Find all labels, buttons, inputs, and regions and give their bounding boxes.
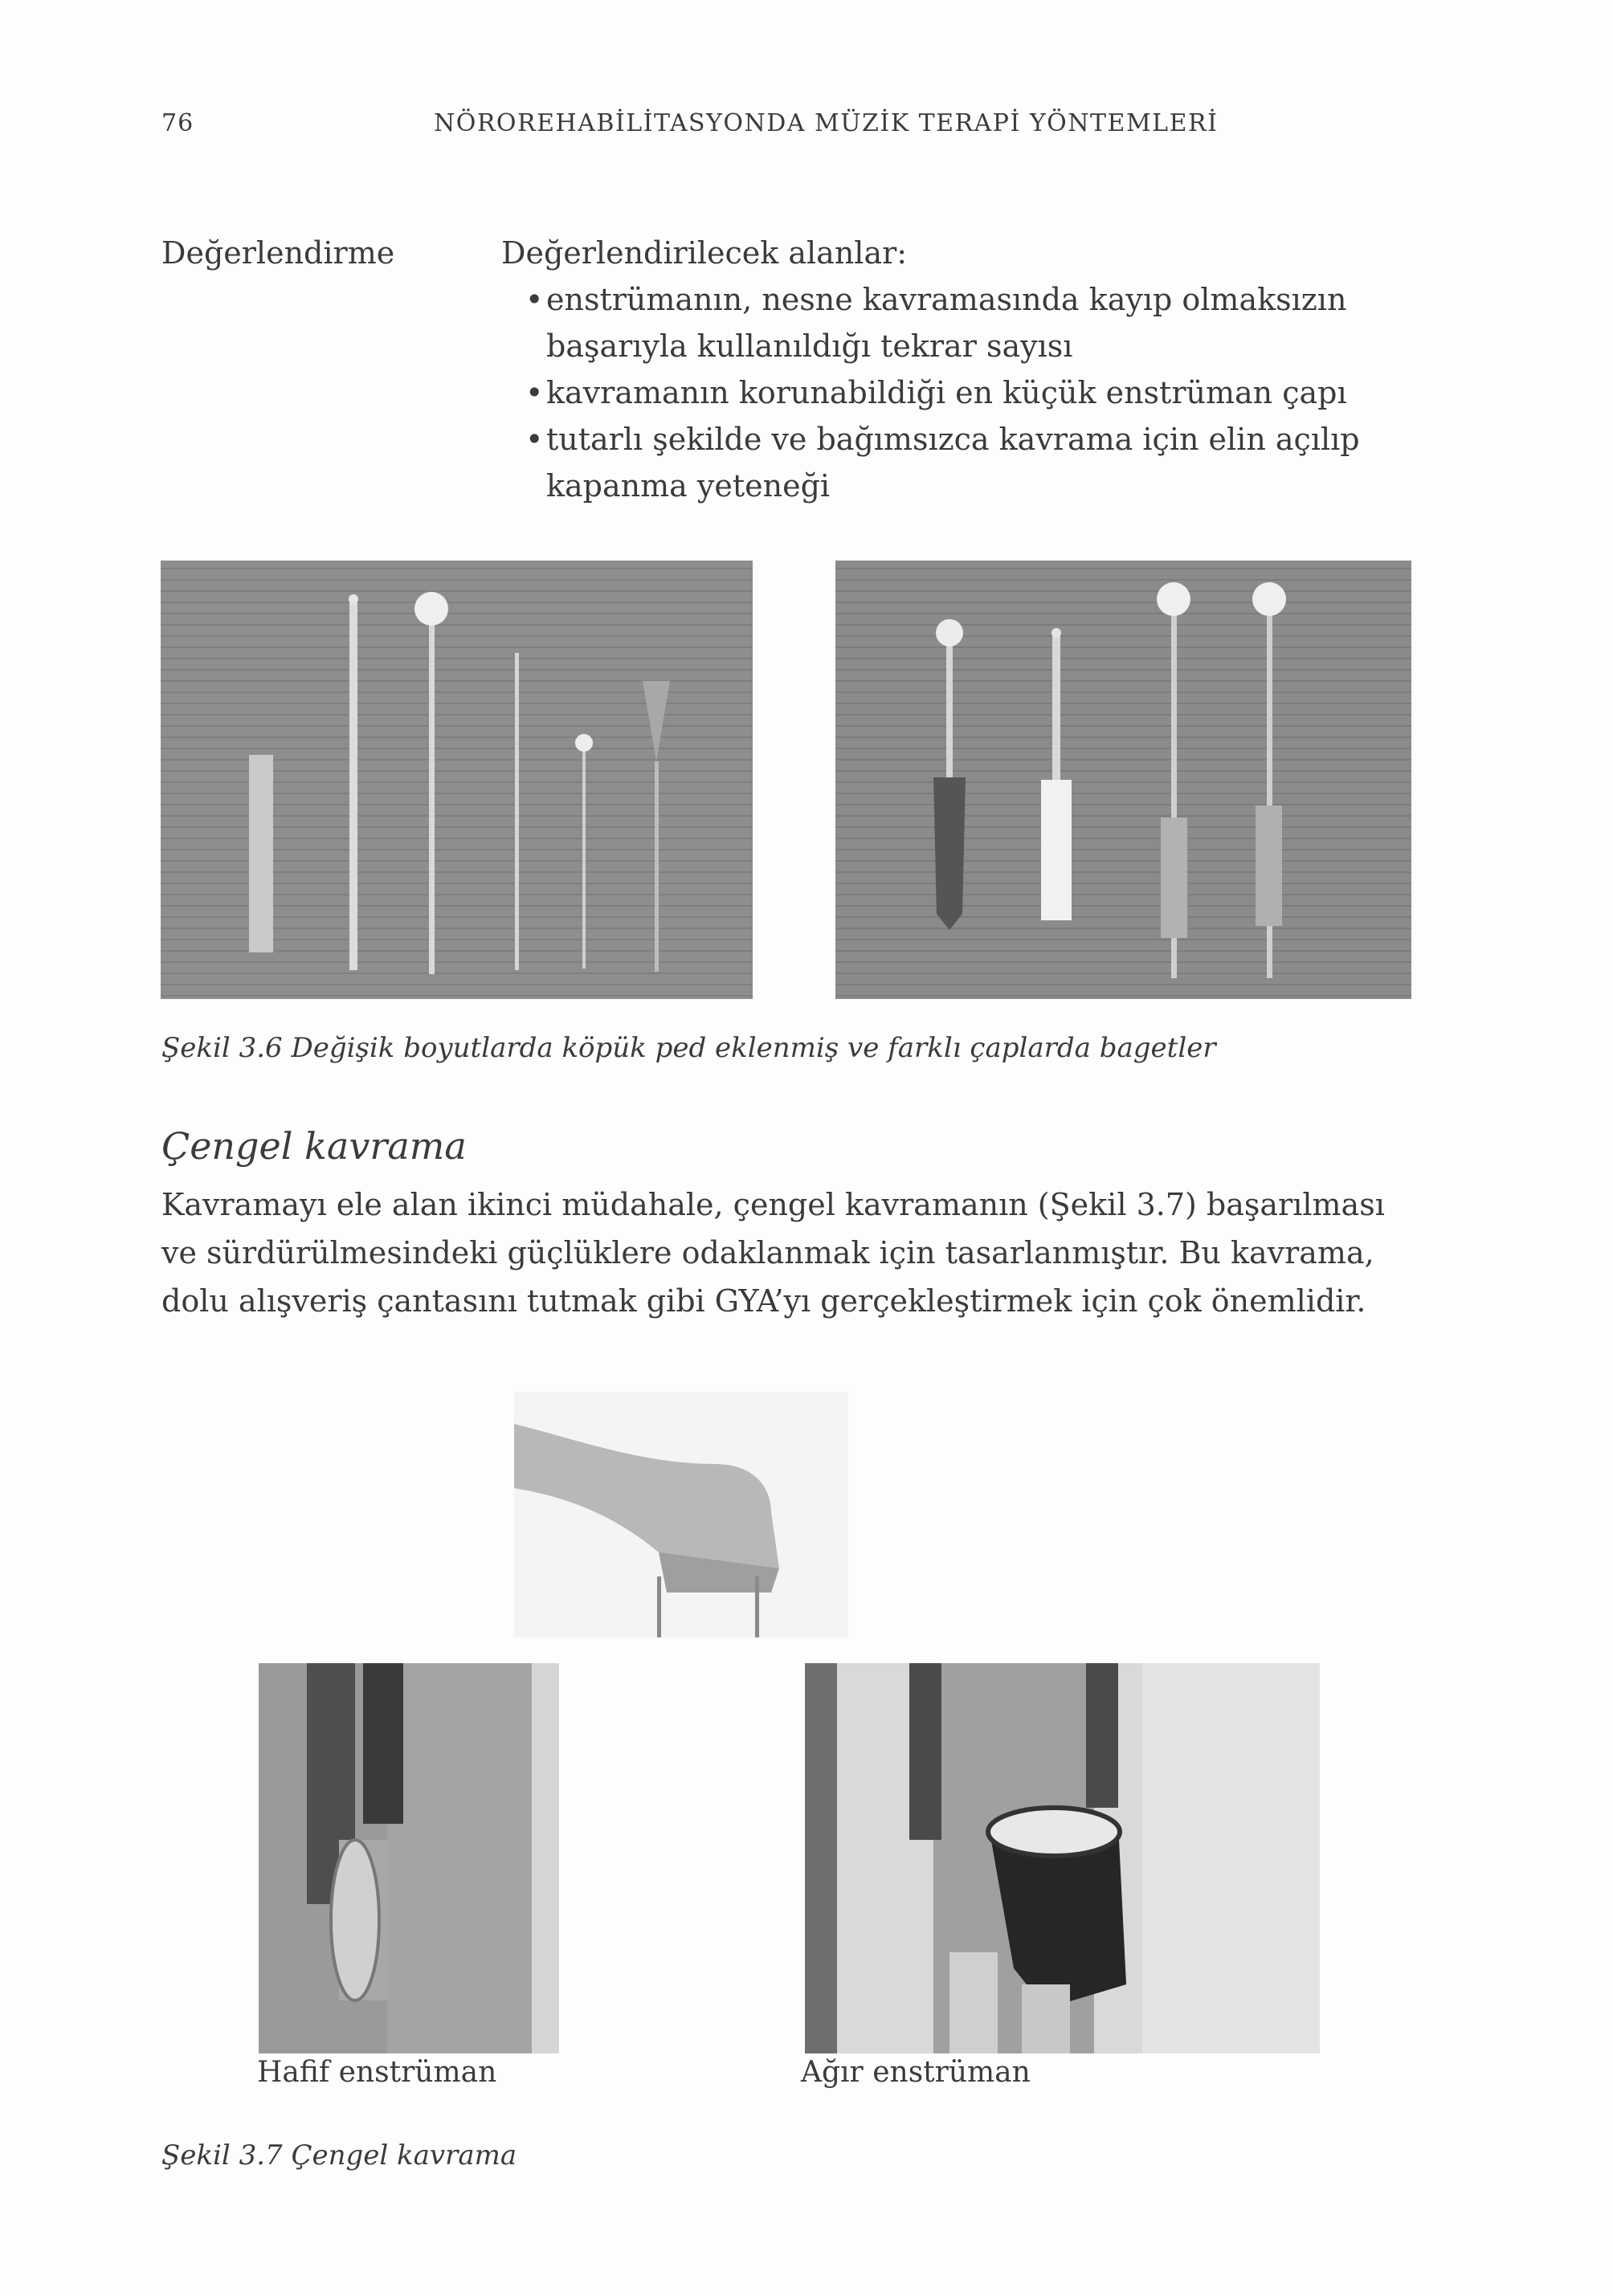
light-instrument-photo <box>259 1663 559 2053</box>
running-title: NÖROREHABİLİTASYONDA MÜZİK TERAPİ YÖNTEMLERİ <box>434 109 1219 137</box>
heavy-instrument-photo <box>805 1663 1320 2053</box>
page-number: 76 <box>161 109 194 137</box>
evaluation-list <box>501 276 1417 509</box>
figure-3-6-caption: Şekil 3.6 Değişik boyutlarda köpük ped eklenmiş ve farklı çaplarda bagetler <box>161 1032 1216 1064</box>
mallets-photo-right <box>835 561 1411 999</box>
evaluation-item: • enstrümanın, nesne kavramasında kayıp olmaksızın başarıyla kullanıldığı tekrar sayısı <box>501 276 1417 369</box>
hook-grip-hand-photo <box>514 1392 848 1637</box>
evaluation-item: • kavramanın korunabildiği en küçük enstrüman çapı <box>501 369 1417 416</box>
section-paragraph: Kavramayı ele alan ikinci müdahale, çengel kavramanın (Şekil 3.7) başarılması ve sürdürülmesindeki güçlüklere odaklanmak için tasarlanmıştır. Bu kavrama, dolu alışveriş çantasını tutmak gibi GYA’yı gerçekleştirmek için çok önemlidir. <box>161 1187 1385 1319</box>
mallets-photo-left <box>161 561 753 999</box>
section-heading: Çengel kavrama <box>161 1124 467 1168</box>
heavy-instrument-label: Ağır enstrüman <box>801 2056 1031 2089</box>
evaluation-intro: Değerlendirilecek alanlar: <box>501 235 908 271</box>
figure-3-7-caption: Şekil 3.7 Çengel kavrama <box>161 2139 517 2172</box>
evaluation-label: Değerlendirme <box>161 235 395 271</box>
evaluation-item: • tutarlı şekilde ve bağımsızca kavrama için elin açılıp kapanma yeteneği <box>501 416 1417 509</box>
light-instrument-label: Hafif enstrüman <box>257 2056 497 2089</box>
